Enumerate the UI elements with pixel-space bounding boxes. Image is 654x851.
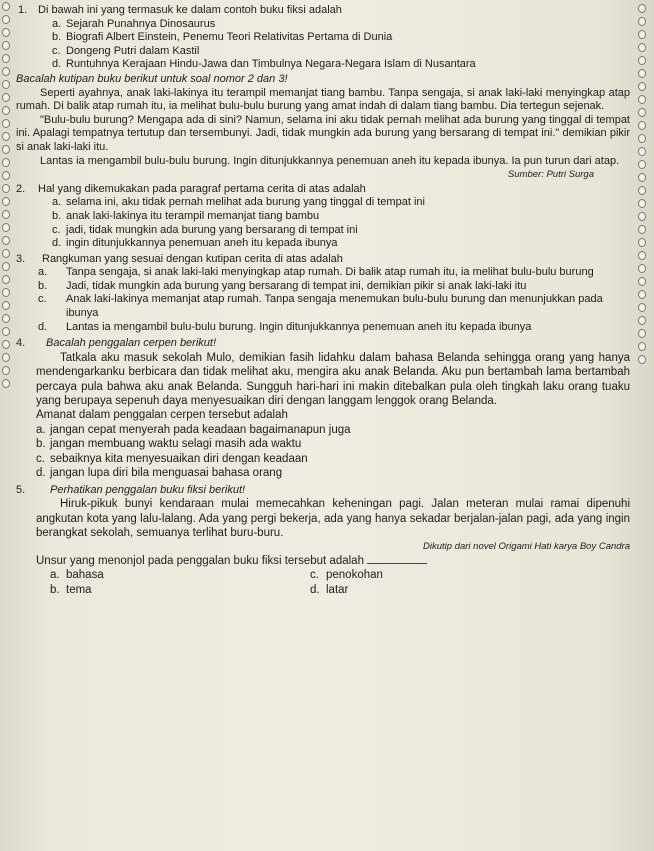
option-c[interactable] <box>36 452 630 466</box>
option-b[interactable] <box>50 583 310 597</box>
binder-hole <box>638 95 646 104</box>
option-letter: d. <box>52 237 62 250</box>
option-d[interactable] <box>52 237 630 251</box>
option-text: jadi, tidak mungkin ada burung yang bersarang di tempat ini <box>66 223 358 236</box>
question-number: 2. <box>16 182 26 195</box>
binder-hole <box>2 67 10 76</box>
option-b[interactable] <box>38 279 630 294</box>
binder-hole <box>2 301 10 310</box>
option-letter: c. <box>310 569 319 582</box>
binder-hole <box>638 173 646 182</box>
binder-hole <box>2 132 10 141</box>
binder-hole <box>2 262 10 271</box>
passage-paragraph-3: Lantas ia mengambil bulu-bulu burung. Ingin ditunjukkannya penemuan aneh itu kepada ibunya. Ia pun turun dari atap. <box>40 154 620 167</box>
binder-hole <box>638 316 646 325</box>
option-letter: a. <box>36 423 46 436</box>
binder-hole <box>2 314 10 323</box>
option-text: tema <box>66 583 92 596</box>
option-text: selama ini, aku tidak pernah melihat ada burung yang tinggal di tempat ini <box>66 196 425 209</box>
binder-hole <box>2 171 10 180</box>
option-text: Anak laki-lakinya memanjat atap rumah. Tanpa sengaja menemukan bulu-bulu burung dan menunjukkan pada ibunya <box>66 293 603 320</box>
option-text: Biografi Albert Einstein, Penemu Teori Relativitas Pertama di Dunia <box>66 31 393 44</box>
option-letter: a. <box>38 266 48 279</box>
binder-hole <box>2 197 10 206</box>
question-number: 5. <box>16 483 26 496</box>
question-prompt <box>36 554 630 568</box>
question-3 <box>16 253 630 335</box>
question-number: 1. <box>18 4 28 16</box>
option-b[interactable] <box>36 437 630 451</box>
binder-hole <box>638 277 646 286</box>
binder-hole <box>2 158 10 167</box>
binder-hole <box>638 264 646 273</box>
question-2 <box>16 183 630 251</box>
binder-hole <box>2 340 10 349</box>
option-a[interactable] <box>52 196 630 210</box>
option-text: penokohan <box>326 569 383 582</box>
binder-hole <box>638 342 646 351</box>
question-stem: Perhatikan penggalan buku fiksi berikut! <box>50 483 246 496</box>
passage-paragraph-1: Seperti ayahnya, anak laki-lakinya itu terampil memanjat tiang bambu. Tanpa sengaja, si anak laki-laki menyingkap atap rumah. Di balik atap rumah itu, ia melihat bulu-bulu burung yang amat indah di dalam tiang bambu. Dia tertegun sejenak. <box>16 86 630 113</box>
option-letter: d. <box>310 583 320 596</box>
question-1 <box>16 4 630 72</box>
option-d[interactable] <box>36 466 630 480</box>
option-letter: c. <box>52 44 61 57</box>
binder-hole <box>638 225 646 234</box>
binder-hole <box>638 121 646 130</box>
binder-hole <box>2 93 10 102</box>
option-a[interactable] <box>36 423 630 437</box>
option-c[interactable] <box>52 224 630 238</box>
option-letter: b. <box>52 31 62 44</box>
option-d[interactable] <box>38 320 630 335</box>
binder-hole <box>2 28 10 37</box>
binder-hole <box>638 30 646 39</box>
option-letter: c. <box>52 223 61 236</box>
binder-hole <box>638 147 646 156</box>
option-text: jangan lupa diri bila menguasai bahasa orang <box>50 467 283 480</box>
passage-source: Sumber: Putri Surga <box>507 169 594 181</box>
option-c[interactable] <box>310 568 570 582</box>
binder-holes-left <box>0 0 14 851</box>
binder-hole <box>2 210 10 219</box>
option-text: sebaiknya kita menyesuaikan diri dengan keadaan <box>50 452 308 465</box>
binder-hole <box>2 236 10 245</box>
option-c[interactable] <box>52 45 630 59</box>
option-text: jangan membuang waktu selagi masih ada waktu <box>50 438 302 451</box>
option-letter: c. <box>36 452 45 465</box>
option-letter: c. <box>38 293 47 306</box>
binder-hole <box>638 212 646 221</box>
binder-holes-right <box>636 0 650 851</box>
binder-hole <box>638 355 646 364</box>
question-number: 4. <box>16 337 26 350</box>
binder-hole <box>2 275 10 284</box>
option-text: ingin ditunjukkannya penemuan aneh itu kepada ibunya <box>66 237 338 250</box>
option-letter: d. <box>52 58 62 71</box>
binder-hole <box>2 119 10 128</box>
option-text: latar <box>326 583 349 596</box>
option-b[interactable] <box>52 210 630 224</box>
option-letter: b. <box>50 583 60 596</box>
cerpen-excerpt: Tatkala aku masuk sekolah Mulo, demikian fasih lidahku dalam bahasa Belanda sehingga orang yang hanya mendengarkanku berbicara dan tidak melihat aku, mengira aku anak Belanda. Aku pun bertambah lama bertambah percaya pula bahwa aku anak Belanda. Sungguh hari-hari ini makin ditebalkan pula oleh tingkah laku orang tuaku yang berupaya sepenuh daya menyesuaikan diri dengan langgam lenggok orang Belanda. <box>36 351 630 408</box>
binder-hole <box>638 4 646 13</box>
binder-hole <box>638 290 646 299</box>
question-4 <box>16 337 630 480</box>
question-prompt: Amanat dalam penggalan cerpen tersebut adalah <box>36 409 288 422</box>
binder-hole <box>638 160 646 169</box>
binder-hole <box>638 303 646 312</box>
binder-hole <box>2 327 10 336</box>
binder-hole <box>638 43 646 52</box>
worksheet-content <box>16 4 630 597</box>
option-text: Dongeng Putri dalam Kastil <box>66 44 200 57</box>
option-letter: d. <box>38 320 48 333</box>
binder-hole <box>638 199 646 208</box>
binder-hole <box>638 69 646 78</box>
binder-hole <box>638 251 646 260</box>
binder-hole <box>2 145 10 154</box>
option-letter: d. <box>36 467 46 480</box>
binder-hole <box>2 184 10 193</box>
binder-hole <box>2 223 10 232</box>
question-stem: Di bawah ini yang termasuk ke dalam contoh buku fiksi adalah <box>38 4 342 16</box>
answer-blank <box>367 563 427 564</box>
option-a[interactable] <box>52 18 630 32</box>
option-b[interactable] <box>52 31 630 45</box>
binder-hole <box>638 329 646 338</box>
option-letter: a. <box>52 196 62 209</box>
passage-paragraph-2: "Bulu-bulu burung? Mengapa ada di sini? Namun, selama ini aku tidak pernah melihat ada burung yang tinggal di tempat ini. Apalagi tempatnya tertutup dan tersembunyi. Jadi, tidak mungkin ada burung yang bersarang di tempat ini." demikian pikir si anak laki-laki itu. <box>16 113 630 153</box>
binder-hole <box>638 17 646 26</box>
question-stem: Rangkuman yang sesuai dengan kutipan cerita di atas adalah <box>42 252 343 265</box>
option-text: jangan cepat menyerah pada keadaan bagaimanapun juga <box>50 423 351 436</box>
option-text: Jadi, tidak mungkin ada burung yang bersarang di tempat ini, demikian pikir si anak laki-laki itu <box>66 279 527 292</box>
novel-excerpt: Hiruk-pikuk bunyi kendaraan mulai memecahkan keheningan pagi. Jalan meteran mulai ramai dipenuhi angkutan kota yang lalu-lalang. Ada yang pergi bekerja, ada yang hanya sekadar berjalan-jalan pagi, ada yang ingin berangkat sekolah, semuanya terlihat buru-buru. <box>36 498 630 539</box>
binder-hole <box>2 15 10 24</box>
binder-hole <box>2 249 10 258</box>
question-stem: Hal yang dikemukakan pada paragraf pertama cerita di atas adalah <box>38 182 366 195</box>
option-letter: b. <box>36 438 46 451</box>
option-d[interactable] <box>52 58 630 72</box>
option-text: Tanpa sengaja, si anak laki-laki menyingkap atap rumah. Di balik atap rumah itu, ia melihat bulu-bulu burung <box>66 266 594 279</box>
option-text: Runtuhnya Kerajaan Hindu-Jawa dan Timbulnya Negara-Negara Islam di Nusantara <box>66 58 476 71</box>
option-text: Sejarah Punahnya Dinosaurus <box>66 17 216 30</box>
options-grid <box>50 568 570 597</box>
binder-hole <box>2 379 10 388</box>
option-a[interactable] <box>50 568 310 582</box>
question-5 <box>16 484 630 598</box>
excerpt-source: Dikutip dari novel Origami Hati karya Boy Candra <box>423 541 630 553</box>
question-number: 3. <box>16 252 26 265</box>
option-letter: b. <box>52 209 62 222</box>
binder-hole <box>2 288 10 297</box>
binder-hole <box>2 353 10 362</box>
binder-hole <box>2 106 10 115</box>
passage-instruction: Bacalah kutipan buku berikut untuk soal nomor 2 dan 3! <box>16 72 288 85</box>
option-letter: b. <box>38 279 48 292</box>
binder-hole <box>638 108 646 117</box>
option-letter: a. <box>52 17 62 30</box>
option-text: Lantas ia mengambil bulu-bulu burung. Ingin ditunjukkannya penemuan aneh itu kepada ibunya <box>66 320 532 333</box>
option-text: bahasa <box>66 569 104 582</box>
binder-hole <box>638 56 646 65</box>
binder-hole <box>2 2 10 11</box>
option-c[interactable] <box>38 293 630 320</box>
binder-hole <box>2 54 10 63</box>
question-prompt-text: Unsur yang menonjol pada penggalan buku fiksi tersebut adalah <box>36 554 364 567</box>
binder-hole <box>638 238 646 247</box>
question-stem: Bacalah penggalan cerpen berikut! <box>46 337 217 350</box>
binder-hole <box>2 41 10 50</box>
option-d[interactable] <box>310 583 570 597</box>
option-letter: a. <box>50 569 60 582</box>
reading-passage <box>16 73 630 182</box>
option-a[interactable] <box>38 266 630 280</box>
binder-hole <box>638 186 646 195</box>
binder-hole <box>2 366 10 375</box>
binder-hole <box>2 80 10 89</box>
binder-hole <box>638 82 646 91</box>
option-text: anak laki-lakinya itu terampil memanjat tiang bambu <box>66 209 320 222</box>
binder-hole <box>638 134 646 143</box>
